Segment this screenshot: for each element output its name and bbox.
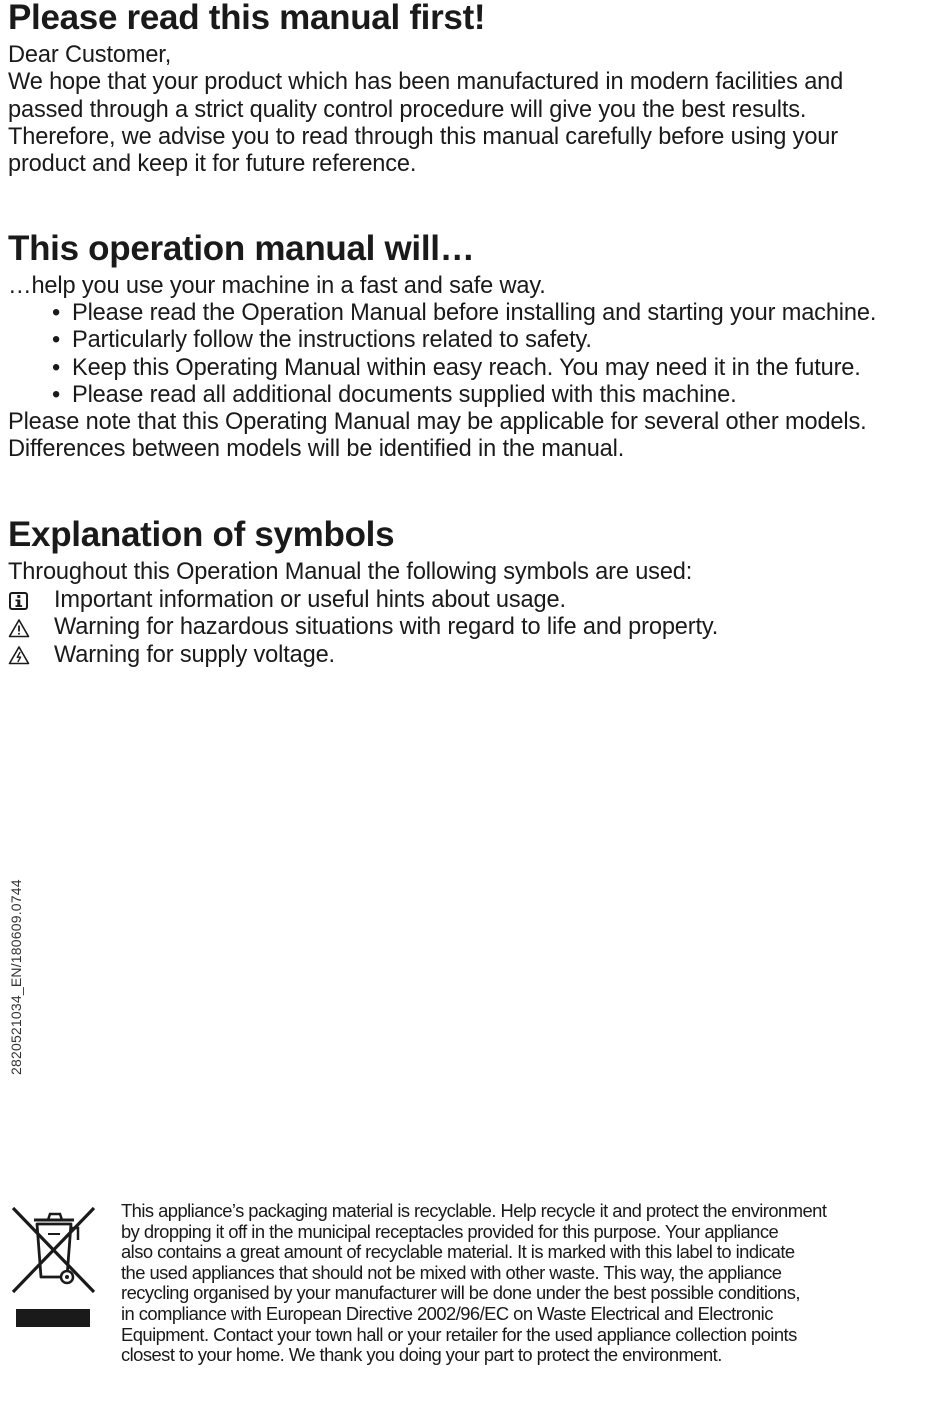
intro-line: product and keep it for future reference. <box>8 151 417 178</box>
manual-lead-line: …help you use your machine in a fast and safe way. <box>8 273 546 299</box>
recycling-line: recycling organised by your manufacturer will be done under the best possible conditions, <box>121 1282 800 1304</box>
intro-title: Please read this manual first! <box>8 0 486 37</box>
recycling-line: closest to your home. We thank you doing your part to protect the environment. <box>121 1344 722 1366</box>
intro-line: passed through a strict quality control procedure will give you the best results. <box>8 96 807 123</box>
recycling-line: the used appliances that should not be mixed with other waste. This way, the appliance <box>121 1261 782 1283</box>
recycling-line: also contains a great amount of recyclable material. It is marked with this label to indicate <box>121 1241 795 1263</box>
intro-paragraph <box>8 42 843 178</box>
symbol-text: Warning for hazardous situations with regard to life and property. <box>54 614 719 641</box>
recycling-line: by dropping it off in the municipal receptacles provided for this purpose. Your appliance <box>121 1220 779 1242</box>
voltage-warning-icon <box>8 645 30 665</box>
warning-icon <box>8 618 30 638</box>
intro-line: We hope that your product which has been manufactured in modern facilities and <box>8 69 844 96</box>
manual-lead <box>8 273 546 300</box>
manual-title: This operation manual will… <box>8 229 475 268</box>
symbol-text: Warning for supply voltage. <box>54 641 335 668</box>
document-code: 2820521034_EN/180609.0744 <box>8 879 24 1075</box>
manual-bullet-list <box>52 300 876 409</box>
bullet-item: • Keep this Operating Manual within easy reach. You may need it in the future. <box>52 355 876 382</box>
note-line: Differences between models will be identified in the manual. <box>8 436 625 463</box>
manual-notes <box>8 409 867 464</box>
bullet-item: • Particularly follow the instructions related to safety. <box>52 327 876 354</box>
bullet-item: • Please read all additional documents supplied with this machine. <box>52 382 876 409</box>
bullet-item: • Please read the Operation Manual before installing and starting your machine. <box>52 300 876 327</box>
symbol-list <box>8 587 718 669</box>
recycling-line: in compliance with European Directive 2002/96/EC on Waste Electrical and Electronic <box>121 1302 773 1324</box>
crossed-out-wheelie-bin-icon <box>8 1200 98 1330</box>
note-line: Please note that this Operating Manual may be applicable for several other models. <box>8 409 867 435</box>
intro-line: Dear Customer, <box>8 42 172 68</box>
recycling-notice <box>121 1201 826 1366</box>
symbols-lead-line: Throughout this Operation Manual the following symbols are used: <box>8 559 693 585</box>
recycling-line: Equipment. Contact your town hall or your retailer for the used appliance collection points <box>121 1323 797 1345</box>
symbol-item-voltage <box>8 642 718 669</box>
symbols-title: Explanation of symbols <box>8 515 395 554</box>
symbols-lead <box>8 559 692 586</box>
symbol-text: Important information or useful hints about usage. <box>54 587 566 613</box>
symbol-item-warning <box>8 614 718 641</box>
recycling-line: This appliance’s packaging material is recyclable. Help recycle it and protect the environment <box>121 1200 827 1221</box>
info-icon <box>8 591 30 611</box>
symbol-item-info <box>8 587 718 614</box>
intro-line: Therefore, we advise you to read through this manual carefully before using your <box>8 123 838 150</box>
